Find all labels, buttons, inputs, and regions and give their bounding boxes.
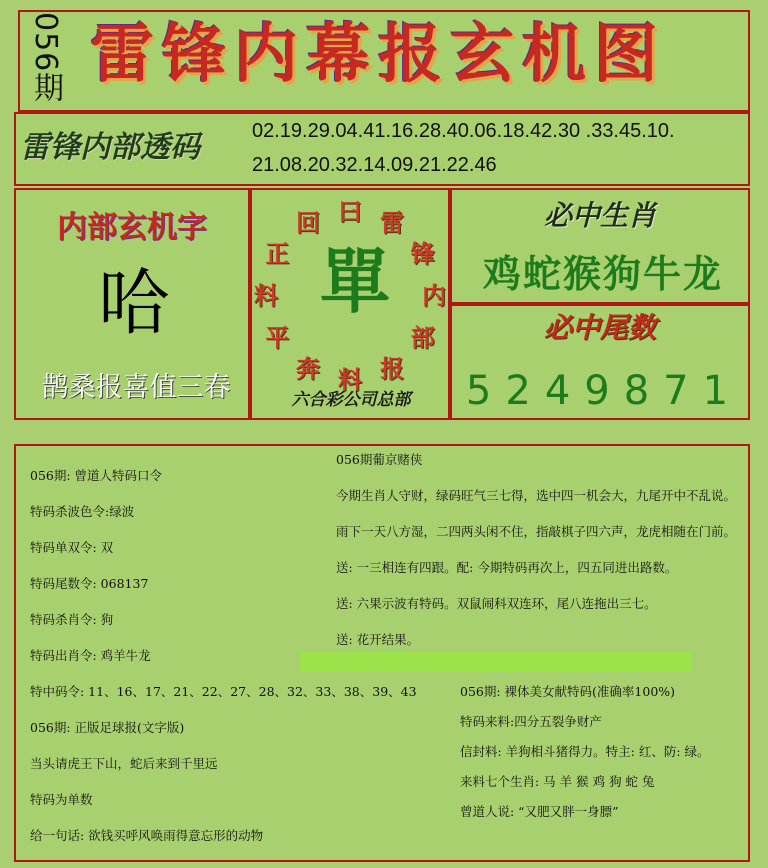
ring-char: 回 bbox=[296, 208, 320, 238]
numbers-label: 雷锋内部透码 bbox=[20, 130, 200, 165]
bottom-right-line: 曾道人说: “又肥又胖一身膘” bbox=[460, 804, 619, 819]
ring-char: 报 bbox=[380, 353, 404, 383]
ring-char: 平 bbox=[265, 323, 290, 352]
secret-title: 内部玄机字 bbox=[57, 210, 207, 245]
bottom-left-line: 特中码令: 11、16、17、21、22、27、28、32、33、38、39、43 bbox=[30, 684, 417, 699]
ring-char: 内 bbox=[422, 281, 446, 310]
ring-char: 雷 bbox=[380, 208, 404, 238]
left-line: 特码出肖令: 鸡羊牛龙 bbox=[30, 648, 151, 663]
middle-line: 056期葡京赌侠 bbox=[336, 452, 423, 467]
zodiac-label: 必中生肖 bbox=[543, 199, 656, 232]
company-name: 六合彩公司总部 bbox=[291, 390, 411, 410]
left-line: 特码尾数令: 068137 bbox=[30, 576, 149, 591]
bottom-left-line: 当头请虎王下山，蛇后来到千里远 bbox=[30, 756, 218, 771]
middle-line: 雨下一天八方湿，二四两头闲不住，指敲棋子四六声，龙虎相随在门前。 bbox=[336, 524, 737, 539]
secret-char: 哈 bbox=[97, 261, 170, 345]
left-line: 特码单双令: 双 bbox=[30, 540, 114, 555]
tail-value: 5249871 bbox=[465, 368, 743, 414]
circle-center-char: 單 bbox=[320, 240, 390, 323]
ring-char: 曰 bbox=[338, 197, 362, 226]
issue-number: 056期 bbox=[28, 12, 63, 104]
ring-char: 锋 bbox=[410, 239, 435, 268]
left-line: 特码杀波色令:绿波 bbox=[30, 504, 135, 519]
middle-line: 送: 一三相连有四跟。配: 今期特码再次上，四五同进出路数。 bbox=[336, 560, 678, 575]
left-line: 特码杀肖令: 狗 bbox=[30, 612, 114, 627]
ring-char: 部 bbox=[410, 323, 435, 352]
page-title: 雷锋内幕报玄机图 bbox=[90, 17, 666, 92]
middle-line: 送: 六果示波有特码。双鼠闹科双连环，尾八连拖出三七。 bbox=[336, 596, 657, 611]
zodiac-value: 鸡蛇猴狗牛龙 bbox=[482, 251, 723, 296]
left-line: 056期: 曾道人特码口令 bbox=[30, 468, 163, 483]
bottom-left-line: 给一句话: 欲钱买呼风唤雨得意忘形的动物 bbox=[30, 828, 264, 843]
bottom-left-line: 特码为单数 bbox=[30, 792, 93, 807]
ring-char: 料 bbox=[338, 365, 362, 394]
middle-line: 送: 花开结果。 bbox=[336, 632, 420, 647]
bottom-right-line: 056期: 裸体美女献特码(准确率100%) bbox=[460, 684, 676, 699]
bottom-left-line: 056期: 正版足球报(文字版) bbox=[30, 720, 185, 735]
ring-char: 奔 bbox=[296, 353, 320, 383]
highlight-bar bbox=[300, 652, 692, 672]
bottom-right-line: 信封料: 羊狗相斗猪得力。特主: 红、防: 绿。 bbox=[460, 744, 710, 759]
tail-label: 必中尾数 bbox=[543, 311, 656, 344]
bottom-right-line: 特码来料:四分五裂争财产 bbox=[460, 714, 602, 729]
numbers-line-2: 21.08.20.32.14.09.21.22.46 bbox=[252, 154, 497, 176]
numbers-line-1: 02.19.29.04.41.16.28.40.06.18.42.30 .33.45.10. bbox=[252, 120, 675, 142]
bottom-right-line: 来料七个生肖: 马 羊 猴 鸡 狗 蛇 兔 bbox=[460, 774, 655, 789]
ring-char: 正 bbox=[265, 239, 290, 268]
secret-verse: 鹊桑报喜值三春 bbox=[41, 372, 231, 403]
middle-line: 今期生肖人守财，绿码旺气三七得，选中四一机会大，九尾开中不乱说。 bbox=[336, 488, 737, 503]
ring-char: 料 bbox=[254, 281, 278, 310]
